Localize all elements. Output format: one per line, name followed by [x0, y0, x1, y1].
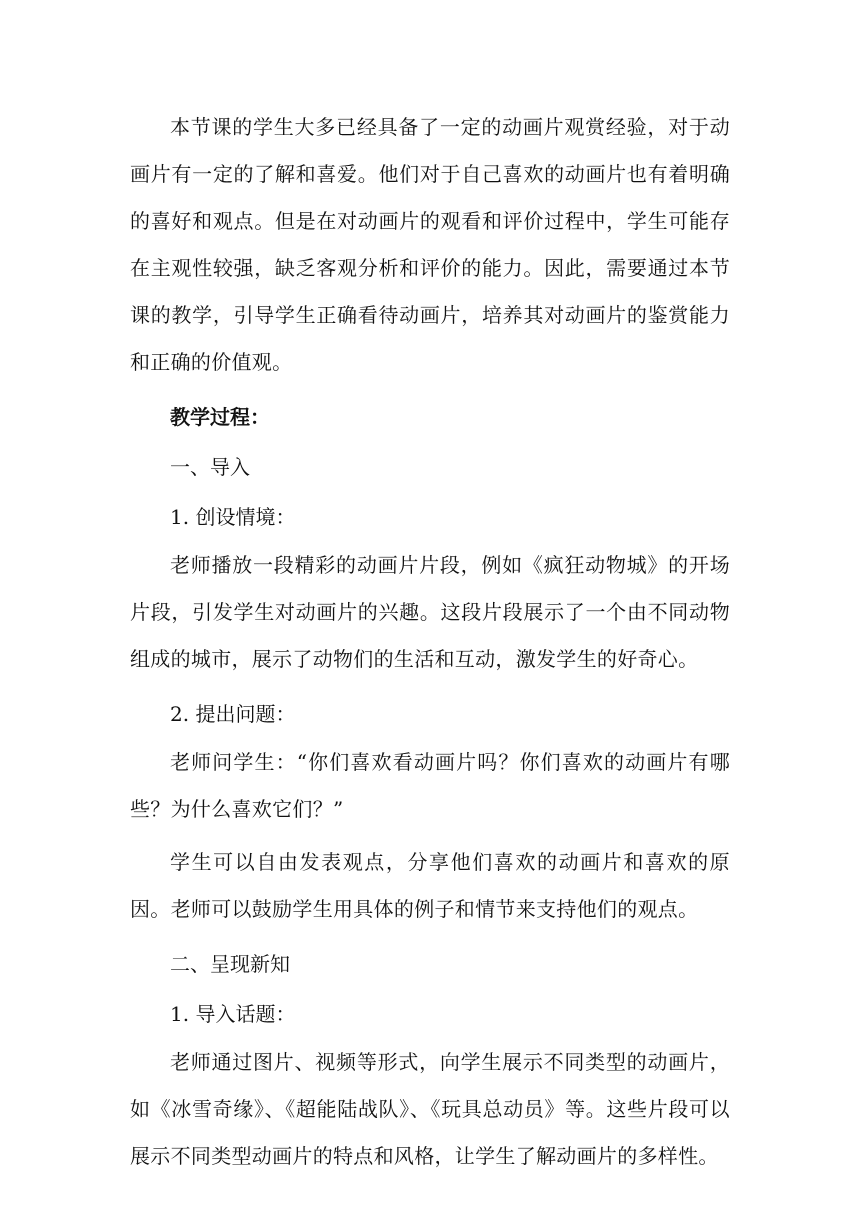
paragraph-student-analysis: 本节课的学生大多已经具备了一定的动画片观赏经验，对于动画片有一定的了解和喜爱。他们对于自己喜欢的动画片也有着明确的喜好和观点。但是在对动画片的观看和评价过程中，学生可能存在主观性较强，缺乏客观分析和评价的能力。因此，需要通过本节课的教学，引导学生正确看待动画片，培养其对动画片的鉴赏能力和正确的价值观。 [130, 115, 730, 374]
step-1-2-text-b: 学生可以自由发表观点，分享他们喜欢的动画片和喜欢的原因。老师可以鼓励学生用具体的例子和情节来支持他们的观点。 [130, 850, 730, 921]
section-1-title: 一、导入 [170, 455, 250, 479]
heading-teaching-process: 教学过程： [170, 405, 270, 429]
step-1-1-text: 老师播放一段精彩的动画片片段，例如《疯狂动物城》的开场片段，引发学生对动画片的兴趣。这段片段展示了一个由不同动物组成的城市，展示了动物们的生活和互动，激发学生的好奇心。 [130, 553, 730, 671]
step-2-1-text: 老师通过图片、视频等形式，向学生展示不同类型的动画片，如《冰雪奇缘》、《超能陆战队》、《玩具总动员》等。这些片段可以展示不同类型动画片的特点和风格，让学生了解动画片的多样性。 [130, 1050, 730, 1168]
document-page [130, 104, 730, 1180]
step-1-2-text: 老师问学生：“你们喜欢看动画片吗？你们喜欢的动画片有哪些？为什么喜欢它们？” [130, 750, 730, 821]
step-1-1-title: 1. 创设情境： [170, 505, 296, 529]
section-2-title: 二、呈现新知 [170, 952, 290, 976]
step-2-1-title: 1. 导入话题： [170, 1002, 296, 1026]
step-1-2-title: 2. 提出问题： [170, 702, 296, 726]
